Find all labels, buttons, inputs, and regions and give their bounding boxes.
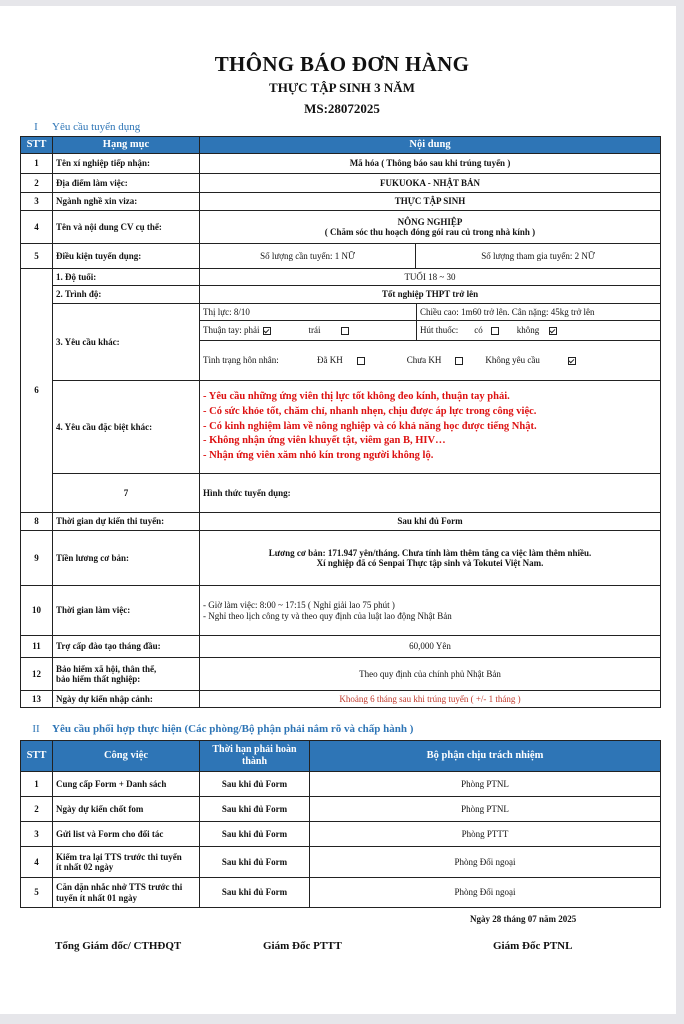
job-description: ( Chăm sóc thu hoạch đóng gói rau củ trong nhà kính ) <box>324 227 536 237</box>
row-item: Địa điểm làm việc: <box>53 174 200 193</box>
senpai-line: Xí nghiệp đã có Senpai Thực tập sinh và Tokutei Việt Nam. <box>316 558 544 568</box>
row-content: Mã hóa ( Thông báo sau khi trúng tuyển ) <box>200 154 661 174</box>
row-stt: 13 <box>21 691 53 708</box>
table-row <box>21 174 661 193</box>
handedness-label: Thuận tay: <box>203 325 242 336</box>
married-option: Đã KH <box>317 355 343 366</box>
insurance-label-line: bảo hiểm thất nghiệp: <box>56 674 141 684</box>
smoking-label: Hút thuốc: <box>420 325 459 336</box>
row-item: Tên xí nghiệp tiếp nhận: <box>53 154 200 174</box>
smoking-yes-option: có <box>474 325 483 336</box>
row-department: Phòng PTNL <box>310 772 661 797</box>
task-line: Căn dặn nhắc nhở TTS trước thi <box>56 882 183 893</box>
left-hand-checkbox <box>341 327 349 335</box>
height-weight-requirement: Chiều cao: 1m60 trở lên. Cân nặng: 45kg trở lên <box>420 306 595 317</box>
special-requirements-label: 4. Yêu cầu đặc biệt khác: <box>53 381 200 474</box>
smoking-requirement <box>417 321 660 340</box>
row-task: Cung cấp Form + Danh sách <box>53 772 200 797</box>
table-row <box>21 211 661 244</box>
salary-line: Lương cơ bản: 171.947 yên/tháng. Chưa tính làm thêm tăng ca việc làm thêm nhiều. <box>268 547 592 558</box>
row-deadline: Sau khi đủ Form <box>200 797 310 822</box>
row-stt: 5 <box>21 878 53 908</box>
participant-quantity: Số lượng tham gia tuyển: 2 NỮ <box>481 250 595 261</box>
col-department: Bộ phận chịu trách nhiệm <box>310 741 661 772</box>
row-stt: 9 <box>21 531 53 586</box>
row-task <box>53 847 200 878</box>
signer-ptnl: Giám Đốc PTNL <box>493 940 573 952</box>
table-row <box>21 636 661 658</box>
table-row <box>21 381 661 474</box>
row-item: Điều kiện tuyển dụng: <box>53 244 200 269</box>
row-item: Trợ cấp đào tạo tháng đầu: <box>53 636 200 658</box>
row-stt: 10 <box>21 586 53 636</box>
no-requirement-option: Không yêu cầu <box>485 355 540 366</box>
holiday-line: - Nghỉ theo lịch công ty và theo quy định của luật lao động Nhật Bản <box>203 610 452 621</box>
age-value: TUỔI 18 ~ 30 <box>200 269 661 286</box>
row-item: Hình thức tuyển dụng: <box>200 474 661 513</box>
col-content: Nội dung <box>200 137 661 154</box>
signer-pttt: Giám Đốc PTTT <box>263 940 342 952</box>
col-stt: STT <box>21 741 53 772</box>
row-stt: 2 <box>21 797 53 822</box>
education-label: 2. Trình độ: <box>53 286 200 304</box>
row-content: THỰC TẬP SINH <box>200 193 661 211</box>
row-stt: 4 <box>21 847 53 878</box>
signer-ceo: Tổng Giám đốc/ CTHĐQT <box>55 940 182 952</box>
row-task: Ngày dự kiến chốt fom <box>53 797 200 822</box>
insurance-label-line: Bảo hiểm xã hội, thân thể, <box>56 663 157 674</box>
table-header-row <box>21 137 661 154</box>
row-content <box>200 211 661 244</box>
row-stt: 12 <box>21 658 53 691</box>
special-requirements <box>200 381 661 474</box>
special-requirement-item: - Nhận ứng viên xăm nhỏ kín trong người không lộ. <box>203 450 434 462</box>
special-requirement-item: - Có sức khỏe tốt, chăm chỉ, nhanh nhẹn, chịu được áp lực trong công việc. <box>203 405 537 417</box>
row-task <box>53 878 200 908</box>
recruit-quantity: Số lượng cần tuyển: 1 NỮ <box>200 244 416 268</box>
row-stt: 1 <box>21 772 53 797</box>
right-hand-checkbox <box>263 327 271 335</box>
handedness-requirement <box>200 321 417 340</box>
smoking-no-option: không <box>516 325 540 336</box>
row-deadline: Sau khi đủ Form <box>200 822 310 847</box>
col-item: Hạng mục <box>53 137 200 154</box>
row-stt: 1 <box>21 154 53 174</box>
table-row <box>21 244 661 269</box>
task-line: Kiểm tra lại TTS trước thi tuyển <box>56 851 182 862</box>
row-item: Tên và nội dung CV cụ thể: <box>53 211 200 244</box>
row-stt: 4 <box>21 211 53 244</box>
smoking-yes-checkbox <box>491 327 499 335</box>
other-requirements-label: 3. Yêu cầu khác: <box>53 304 200 381</box>
table-row <box>21 797 661 822</box>
row-deadline: Sau khi đủ Form <box>200 878 310 908</box>
row-stt: 7 <box>53 474 200 513</box>
row-deadline: Sau khi đủ Form <box>200 772 310 797</box>
table-row <box>21 193 661 211</box>
coordination-table <box>20 740 661 908</box>
row-content <box>200 586 661 636</box>
working-hours-line: - Giờ làm việc: 8:00 ~ 17:15 ( Nghỉ giải lao 75 phút ) <box>203 600 395 611</box>
age-label: 1. Độ tuổi: <box>53 269 200 286</box>
row-item: Thời gian làm việc: <box>53 586 200 636</box>
row-content: Theo quy định của chính phủ Nhật Bản <box>200 658 661 691</box>
row-department: Phòng PTNL <box>310 797 661 822</box>
row-content: Sau khi đủ Form <box>200 513 661 531</box>
table-row <box>21 513 661 531</box>
right-hand-option: phải <box>244 325 260 336</box>
row-stt: 6 <box>21 269 53 513</box>
table-row <box>21 822 661 847</box>
document-title: THÔNG BÁO ĐƠN HÀNG <box>214 52 470 76</box>
row-stt: 2 <box>21 174 53 193</box>
table-row <box>21 772 661 797</box>
col-task: Công việc <box>53 741 200 772</box>
no-requirement-checkbox <box>568 357 576 365</box>
row-stt: 5 <box>21 244 53 269</box>
document-date: Ngày 28 tháng 07 năm 2025 <box>470 914 577 924</box>
row-stt: 8 <box>21 513 53 531</box>
row-content: Khoảng 6 tháng sau khi trúng tuyển ( +/- 1 tháng ) <box>200 691 661 708</box>
row-content <box>200 244 661 269</box>
table-row <box>21 154 661 174</box>
row-department: Phòng PTTT <box>310 822 661 847</box>
col-stt: STT <box>21 137 53 154</box>
married-checkbox <box>357 357 365 365</box>
row-item: Ngày dự kiến nhập cảnh: <box>53 691 200 708</box>
single-option: Chưa KH <box>406 355 442 366</box>
section2-title: Yêu cầu phối hợp thực hiện (Các phòng/Bộ phận phải nắm rõ và chấp hành ) <box>52 723 414 735</box>
section1-title: Yêu cầu tuyển dụng <box>52 121 141 133</box>
row-content: 60,000 Yên <box>200 636 661 658</box>
row-stt: 11 <box>21 636 53 658</box>
table-row <box>21 304 661 381</box>
section1-heading <box>20 121 660 135</box>
table-row <box>21 474 661 513</box>
row-item <box>53 658 200 691</box>
col-deadline: Thời hạn phải hoàn thành <box>200 741 310 772</box>
special-requirement-item: - Có kinh nghiệm làm về nông nghiệp và có khả năng học được tiếng Nhật. <box>203 420 537 432</box>
marital-label: Tình trạng hôn nhân: <box>203 355 279 366</box>
row-item: Thời gian dự kiến thi tuyển: <box>53 513 200 531</box>
table-row <box>21 691 661 708</box>
task-line: ít nhất 02 ngày <box>56 862 114 872</box>
education-value: Tốt nghiệp THPT trở lên <box>200 286 661 304</box>
other-requirements <box>200 304 661 381</box>
table-row <box>21 878 661 908</box>
vision-requirement: Thị lực: 8/10 <box>200 304 417 320</box>
special-requirement-item: - Yêu cầu những ứng viên thị lực tốt không đeo kính, thuận tay phải. <box>203 391 510 403</box>
section1-number: I <box>34 121 38 133</box>
row-content <box>200 531 661 586</box>
row-department: Phòng Đối ngoại <box>310 847 661 878</box>
marital-requirement <box>200 341 660 380</box>
row-item: Ngành nghề xin viza: <box>53 193 200 211</box>
row-stt: 3 <box>21 822 53 847</box>
row-content: FUKUOKA - NHẬT BẢN <box>200 174 661 193</box>
row-deadline: Sau khi đủ Form <box>200 847 310 878</box>
table-row <box>21 847 661 878</box>
special-requirement-item: - Không nhận ứng viên khuyết tật, viêm gan B, HIV… <box>203 435 446 447</box>
requirements-table <box>20 136 661 708</box>
task-line: tuyển ít nhất 01 ngày <box>56 892 138 903</box>
table-row <box>21 286 661 304</box>
table-row <box>21 658 661 691</box>
row-department: Phòng Đối ngoại <box>310 878 661 908</box>
table-row <box>21 269 661 286</box>
row-task: Gửi list và Form cho đối tác <box>53 822 200 847</box>
order-code: MS:28072025 <box>304 101 380 116</box>
table-row <box>21 531 661 586</box>
section2-number: II <box>32 723 40 735</box>
single-checkbox <box>455 357 463 365</box>
smoking-no-checkbox <box>549 327 557 335</box>
section2-heading <box>20 723 660 737</box>
table-header-row <box>21 741 661 772</box>
job-category: NÔNG NGHIỆP <box>397 216 463 227</box>
table-row <box>21 586 661 636</box>
row-stt: 3 <box>21 193 53 211</box>
document-subtitle: THỰC TẬP SINH 3 NĂM <box>269 80 415 95</box>
left-hand-option: trái <box>308 325 321 336</box>
row-item: Tiền lương cơ bản: <box>53 531 200 586</box>
